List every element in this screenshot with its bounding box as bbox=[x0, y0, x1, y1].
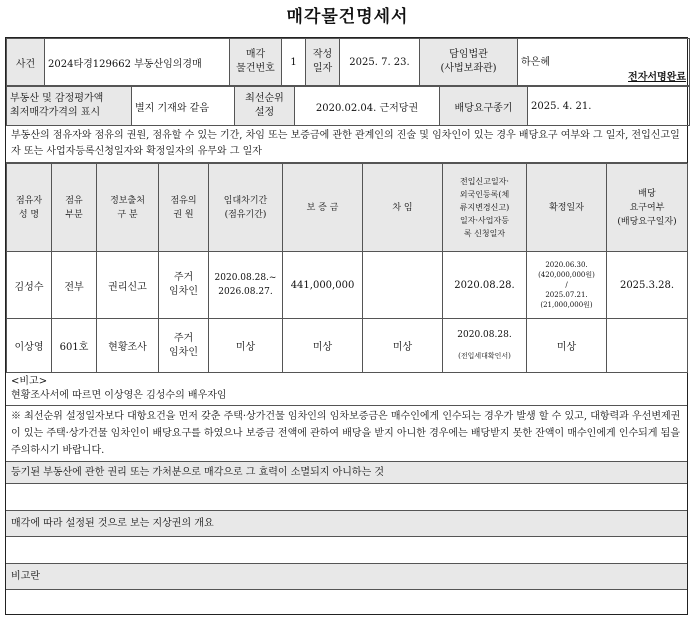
sale-statement-sheet bbox=[5, 37, 688, 615]
right-basis: 주거 임차인 bbox=[159, 319, 209, 373]
appraisal-value: 별지 기재와 같음 bbox=[132, 87, 235, 126]
occupancy-table bbox=[6, 163, 688, 373]
deposit: 미상 bbox=[283, 319, 363, 373]
first-lien-value: 2020.02.04. 근저당권 bbox=[295, 87, 440, 126]
table-row bbox=[7, 252, 688, 319]
dividend-request bbox=[607, 319, 688, 373]
deadline-label: 배당요구종기 bbox=[440, 87, 528, 126]
judge-label: 담임법관 (사법보좌관) bbox=[420, 39, 518, 86]
col-right-basis: 점유의 권 원 bbox=[159, 164, 209, 252]
occupied-part: 전부 bbox=[52, 252, 97, 319]
move-in-date: 2020.08.28. bbox=[457, 330, 512, 340]
fixed-date: 미상 bbox=[527, 319, 607, 373]
rent: 미상 bbox=[363, 319, 443, 373]
occupant-name: 이상영 bbox=[7, 319, 52, 373]
col-occupant-name: 점유자 성 명 bbox=[7, 164, 52, 252]
date-value: 2025. 7. 23. bbox=[340, 39, 420, 86]
col-fixed-date: 확정일자 bbox=[527, 164, 607, 252]
col-move-in-date: 전입신고일자· 외국인등록(체 류지변경신고) 일자·사업자등 록 신청일자 bbox=[443, 164, 527, 252]
table-row bbox=[7, 319, 688, 373]
info-source: 권리신고 bbox=[97, 252, 159, 319]
info-source: 현황조사 bbox=[97, 319, 159, 373]
deadline-value: 2025. 4. 21. bbox=[528, 87, 690, 126]
sale-number-label: 매각 물건번호 bbox=[230, 39, 282, 86]
col-rent: 차 임 bbox=[363, 164, 443, 252]
fixed-date: 2020.06.30. (420,000,000원) / 2025.07.21. (21,000,000원) bbox=[527, 252, 607, 319]
section-surface-body bbox=[6, 537, 687, 564]
case-number: 2024타경129662 부동산임의경매 bbox=[45, 39, 230, 86]
section-misc-body bbox=[6, 590, 687, 617]
occupant-name: 김성수 bbox=[7, 252, 52, 319]
col-lease-period: 임대차기간 (점유기간) bbox=[209, 164, 283, 252]
dividend-request: 2025.3.28. bbox=[607, 252, 688, 319]
appraisal-table bbox=[6, 86, 690, 126]
case-label: 사건 bbox=[7, 39, 45, 86]
lease-period: 미상 bbox=[209, 319, 283, 373]
judge-cell bbox=[518, 39, 690, 86]
notice-text: ※ 최선순위 설정일자보다 대항요건을 먼저 갖춘 주택·상가건물 임차인의 임차보증금은 매수인에게 인수되는 경우가 발생 할 수 있고, 대항력과 우선변제권이 있는 주택·상가건물 임차인이 배당요구를 하였으나 보증금 전액에 관하여 배당을 받지 아니한 경우에는 배당받지 못한 잔액이 매수인에게 인수되게 됨을 주의하시기 바랍니다. bbox=[6, 406, 687, 462]
remarks-text: 현황조사서에 따르면 이상영은 김성수의 배우자임 bbox=[11, 390, 227, 401]
judge-name: 하은혜 bbox=[521, 56, 550, 68]
move-in-date: 2020.08.28. bbox=[443, 252, 527, 319]
e-signature: 전자서명완료 bbox=[628, 71, 686, 83]
occupancy-intro: 부동산의 점유자와 점유의 권원, 점유할 수 있는 기간, 차임 또는 보증금에 관한 관계인의 진술 및 임차인이 있는 경우 배당요구 여부와 그 일자, 전입신고일자 또는 사업자등록신청일자와 확정일자의 유무와 그 일자 bbox=[6, 126, 687, 163]
rent bbox=[363, 252, 443, 319]
section-surface-header: 매각에 따라 설정된 것으로 보는 지상권의 개요 bbox=[6, 511, 687, 537]
remarks-label: <비고> bbox=[11, 376, 48, 387]
lease-period: 2020.08.28.~ 2026.08.27. bbox=[209, 252, 283, 319]
col-dividend-request: 배당 요구여부 (배당요구일자) bbox=[607, 164, 688, 252]
occupied-part: 601호 bbox=[52, 319, 97, 373]
col-occupied-part: 점유 부분 bbox=[52, 164, 97, 252]
move-in-note: (전입세대확인서) bbox=[458, 352, 511, 360]
right-basis: 주거 임차인 bbox=[159, 252, 209, 319]
date-label: 작성 일자 bbox=[306, 39, 340, 86]
header-table bbox=[6, 38, 690, 86]
col-info-source: 정보출처 구 분 bbox=[97, 164, 159, 252]
remarks-block bbox=[6, 373, 687, 406]
deposit: 441,000,000 bbox=[283, 252, 363, 319]
section-misc-header: 비고란 bbox=[6, 564, 687, 590]
section-rights-body bbox=[6, 484, 687, 511]
document-title: 매각물건명세서 bbox=[286, 7, 409, 27]
appraisal-label: 부동산 및 감정평가액 최저매각가격의 표시 bbox=[7, 87, 132, 126]
move-in-cell bbox=[443, 319, 527, 373]
first-lien-label: 최선순위 설정 bbox=[235, 87, 295, 126]
col-deposit: 보 증 금 bbox=[283, 164, 363, 252]
occupancy-header-row bbox=[7, 164, 688, 252]
sale-number: 1 bbox=[282, 39, 306, 86]
section-rights-header: 등기된 부동산에 관한 권리 또는 가처분으로 매각으로 그 효력이 소멸되지 아니하는 것 bbox=[6, 462, 687, 484]
